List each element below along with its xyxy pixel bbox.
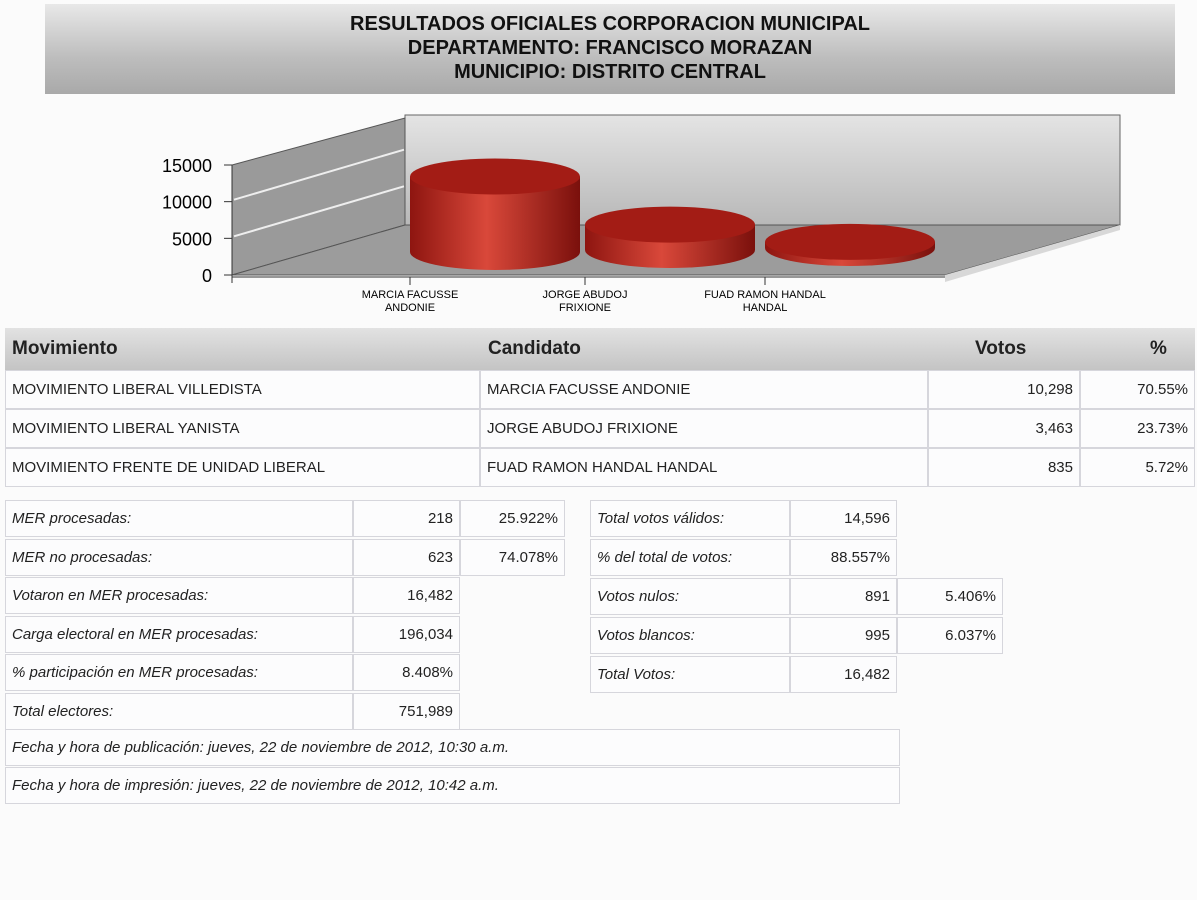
y-tick-label: 0 bbox=[201, 266, 212, 286]
candidato-cell: JORGE ABUDOJ FRIXIONE bbox=[480, 409, 928, 448]
header-percent: % bbox=[1150, 338, 1167, 359]
bar-cylinder bbox=[585, 207, 755, 268]
stat-label: Total votos válidos: bbox=[590, 500, 790, 537]
percent-cell: 5.72% bbox=[1080, 448, 1195, 487]
y-tick-label: 5000 bbox=[171, 229, 212, 250]
stat-value: 196,034 bbox=[353, 616, 460, 653]
stat-label: % del total de votos: bbox=[590, 539, 790, 576]
stat-label: Votos blancos: bbox=[590, 617, 790, 654]
title-line-1: RESULTADOS OFICIALES CORPORACION MUNICIPAL bbox=[350, 13, 870, 35]
stat-value: 5.406% bbox=[897, 578, 1003, 615]
stat-value: 891 bbox=[790, 578, 897, 615]
stat-value: 751,989 bbox=[353, 693, 460, 730]
y-tick-label: 10000 bbox=[161, 192, 212, 213]
stat-value: 74.078% bbox=[460, 539, 565, 576]
percent-cell: 70.55% bbox=[1080, 370, 1195, 409]
y-tick-label: 15000 bbox=[161, 156, 212, 176]
stat-label: Votos nulos: bbox=[590, 578, 790, 615]
stat-value: 623 bbox=[353, 539, 460, 576]
x-tick-label: ANDONIE bbox=[384, 302, 436, 314]
stat-value: 25.922% bbox=[460, 500, 565, 537]
x-tick-label: FRIXIONE bbox=[559, 302, 611, 314]
x-tick-label: FUAD RAMON HANDAL bbox=[704, 289, 826, 301]
header-movimiento: Movimiento bbox=[12, 338, 118, 359]
print-date: Fecha y hora de impresión: jueves, 22 de noviembre de 2012, 10:42 a.m. bbox=[5, 767, 900, 804]
stat-value: 218 bbox=[353, 500, 460, 537]
bar-top bbox=[765, 224, 935, 260]
x-tick-label: HANDAL bbox=[742, 302, 788, 314]
stat-label: Votaron en MER procesadas: bbox=[5, 577, 353, 614]
votes-chart bbox=[0, 100, 1197, 325]
stat-label: MER no procesadas: bbox=[5, 539, 353, 576]
stat-label: % participación en MER procesadas: bbox=[5, 654, 353, 691]
bar-cylinder bbox=[410, 158, 580, 270]
stat-label: Total Votos: bbox=[590, 656, 790, 693]
title-line-2: DEPARTAMENTO: FRANCISCO MORAZAN bbox=[407, 37, 813, 59]
movimiento-cell: MOVIMIENTO LIBERAL VILLEDISTA bbox=[5, 370, 480, 409]
bar-cylinder bbox=[765, 224, 935, 266]
stat-value: 88.557% bbox=[790, 539, 897, 576]
percent-cell: 23.73% bbox=[1080, 409, 1195, 448]
header-candidato: Candidato bbox=[488, 338, 581, 359]
header-votos: Votos bbox=[975, 338, 1027, 359]
x-tick-label: MARCIA FACUSSE bbox=[361, 289, 459, 301]
candidato-cell: MARCIA FACUSSE ANDONIE bbox=[480, 370, 928, 409]
x-tick-label: JORGE ABUDOJ bbox=[542, 289, 628, 301]
stat-label: MER procesadas: bbox=[5, 500, 353, 537]
stat-value: 16,482 bbox=[790, 656, 897, 693]
publication-date: Fecha y hora de publicación: jueves, 22 de noviembre de 2012, 10:30 a.m. bbox=[5, 729, 900, 766]
stat-value: 8.408% bbox=[353, 654, 460, 691]
stat-label: Carga electoral en MER procesadas: bbox=[5, 616, 353, 653]
stat-value: 16,482 bbox=[353, 577, 460, 614]
bar-top bbox=[585, 207, 755, 243]
stat-value: 995 bbox=[790, 617, 897, 654]
report-title-banner bbox=[45, 4, 1175, 94]
stat-label: Total electores: bbox=[5, 693, 353, 730]
votos-cell: 3,463 bbox=[928, 409, 1080, 448]
stat-value: 6.037% bbox=[897, 617, 1003, 654]
stat-value: 14,596 bbox=[790, 500, 897, 537]
votos-cell: 835 bbox=[928, 448, 1080, 487]
votos-cell: 10,298 bbox=[928, 370, 1080, 409]
candidato-cell: FUAD RAMON HANDAL HANDAL bbox=[480, 448, 928, 487]
bar-top bbox=[410, 158, 580, 194]
title-line-3: MUNICIPIO: DISTRITO CENTRAL bbox=[454, 61, 766, 83]
movimiento-cell: MOVIMIENTO FRENTE DE UNIDAD LIBERAL bbox=[5, 448, 480, 487]
movimiento-cell: MOVIMIENTO LIBERAL YANISTA bbox=[5, 409, 480, 448]
